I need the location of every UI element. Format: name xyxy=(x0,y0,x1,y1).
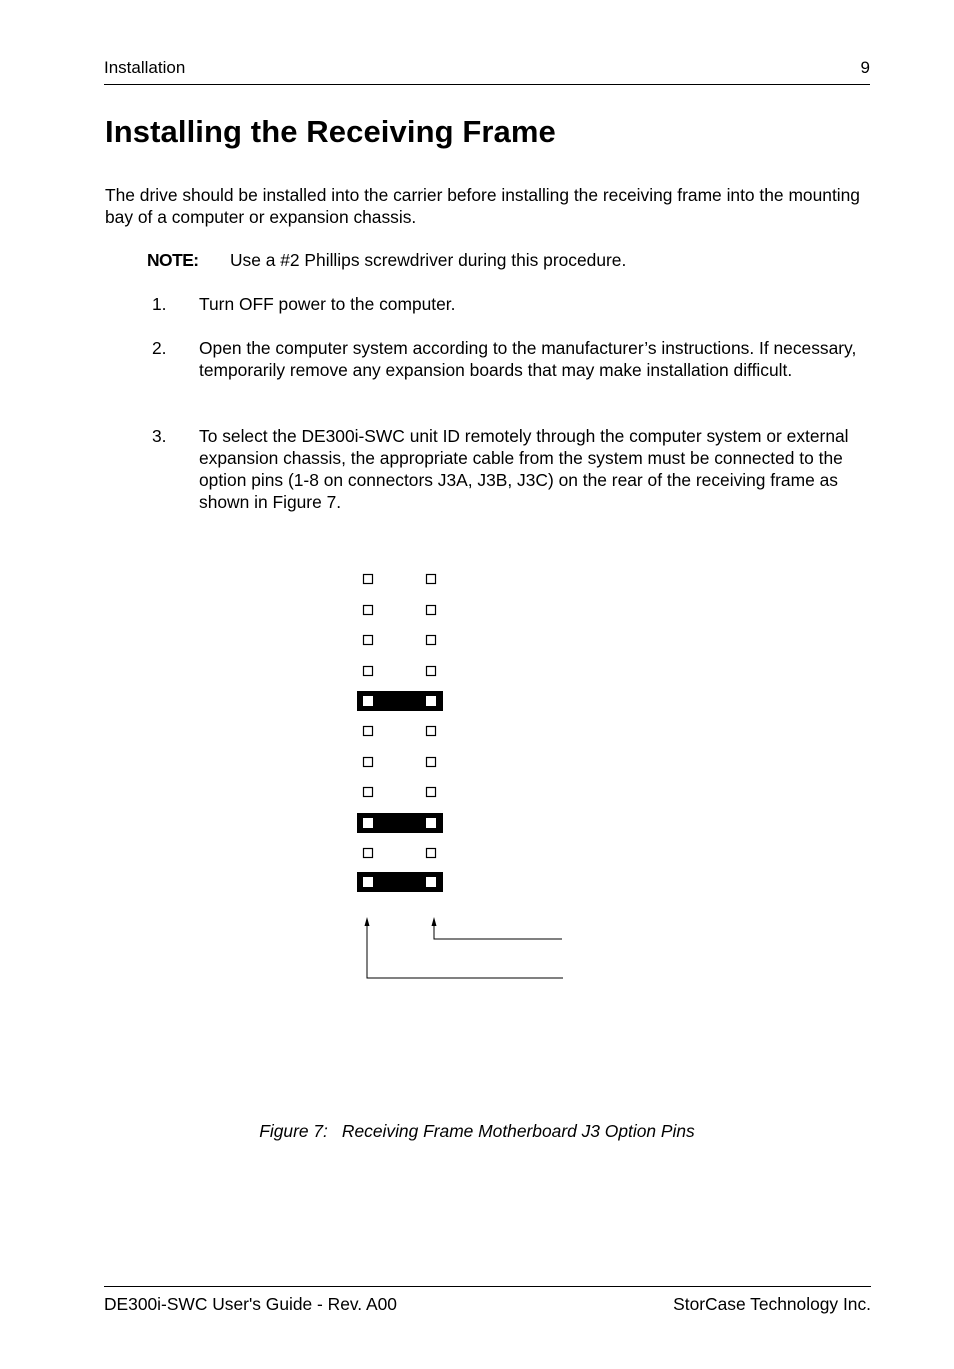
pin xyxy=(427,636,436,645)
note-label: NOTE: xyxy=(147,250,199,270)
page-number: 9 xyxy=(860,58,870,77)
pin xyxy=(427,758,436,767)
pin xyxy=(363,696,373,706)
page-footer xyxy=(104,1286,871,1317)
pin xyxy=(364,788,373,797)
list-item xyxy=(152,293,864,315)
pin xyxy=(427,606,436,615)
pin xyxy=(363,818,373,828)
pin xyxy=(427,849,436,858)
figure-caption xyxy=(0,1121,954,1142)
pin xyxy=(364,727,373,736)
page-header xyxy=(104,58,870,85)
page-title: Installing the Receiving Frame xyxy=(105,114,556,149)
leader-line xyxy=(367,925,563,978)
pin xyxy=(427,667,436,676)
list-item xyxy=(152,337,864,403)
j3-option-pins-figure xyxy=(340,560,580,1000)
arrowhead xyxy=(365,917,370,926)
pin xyxy=(364,636,373,645)
caption-label: Figure 7: xyxy=(259,1121,328,1141)
pin xyxy=(364,575,373,584)
step-number: 2. xyxy=(152,338,167,358)
caption-text: Receiving Frame Motherboard J3 Option Pins xyxy=(341,1121,695,1141)
step-text: To select the DE300i-SWC unit ID remotely through the computer system or external expansion chassis, the appropriate cable from the system must be connected to the option pins (1-8 on connectors J3A, J3B, J3C) on the rear of the receiving frame as shown in Figure 7. xyxy=(199,426,849,512)
step-number: 3. xyxy=(152,426,167,446)
pin-header-diagram xyxy=(340,560,580,1000)
footer-company: StorCase Technology Inc. xyxy=(673,1294,871,1314)
leader-line xyxy=(434,925,562,939)
pin xyxy=(427,727,436,736)
arrowhead xyxy=(432,917,437,926)
note-text: Use a #2 Phillips screwdriver during this procedure. xyxy=(230,250,627,270)
list-item xyxy=(152,425,864,513)
intro-paragraph: The drive should be installed into the carrier before installing the receiving frame into the mounting bay of a computer or expansion chassis. xyxy=(105,185,860,227)
pin xyxy=(426,818,436,828)
pin xyxy=(364,849,373,858)
pin xyxy=(426,696,436,706)
pin xyxy=(427,575,436,584)
note xyxy=(147,249,626,271)
pin xyxy=(364,606,373,615)
section-name: Installation xyxy=(104,58,186,77)
step-number: 1. xyxy=(152,294,167,314)
pin xyxy=(364,667,373,676)
pin xyxy=(426,877,436,887)
footer-document-title: DE300i-SWC User's Guide - Rev. A00 xyxy=(104,1294,397,1314)
pin xyxy=(364,758,373,767)
pin xyxy=(363,877,373,887)
step-text: Open the computer system according to the manufacturer’s instructions. If necessary, temporarily remove any expansion boards that may make installation difficult. xyxy=(199,338,857,380)
pin xyxy=(427,788,436,797)
step-text: Turn OFF power to the computer. xyxy=(199,294,456,314)
